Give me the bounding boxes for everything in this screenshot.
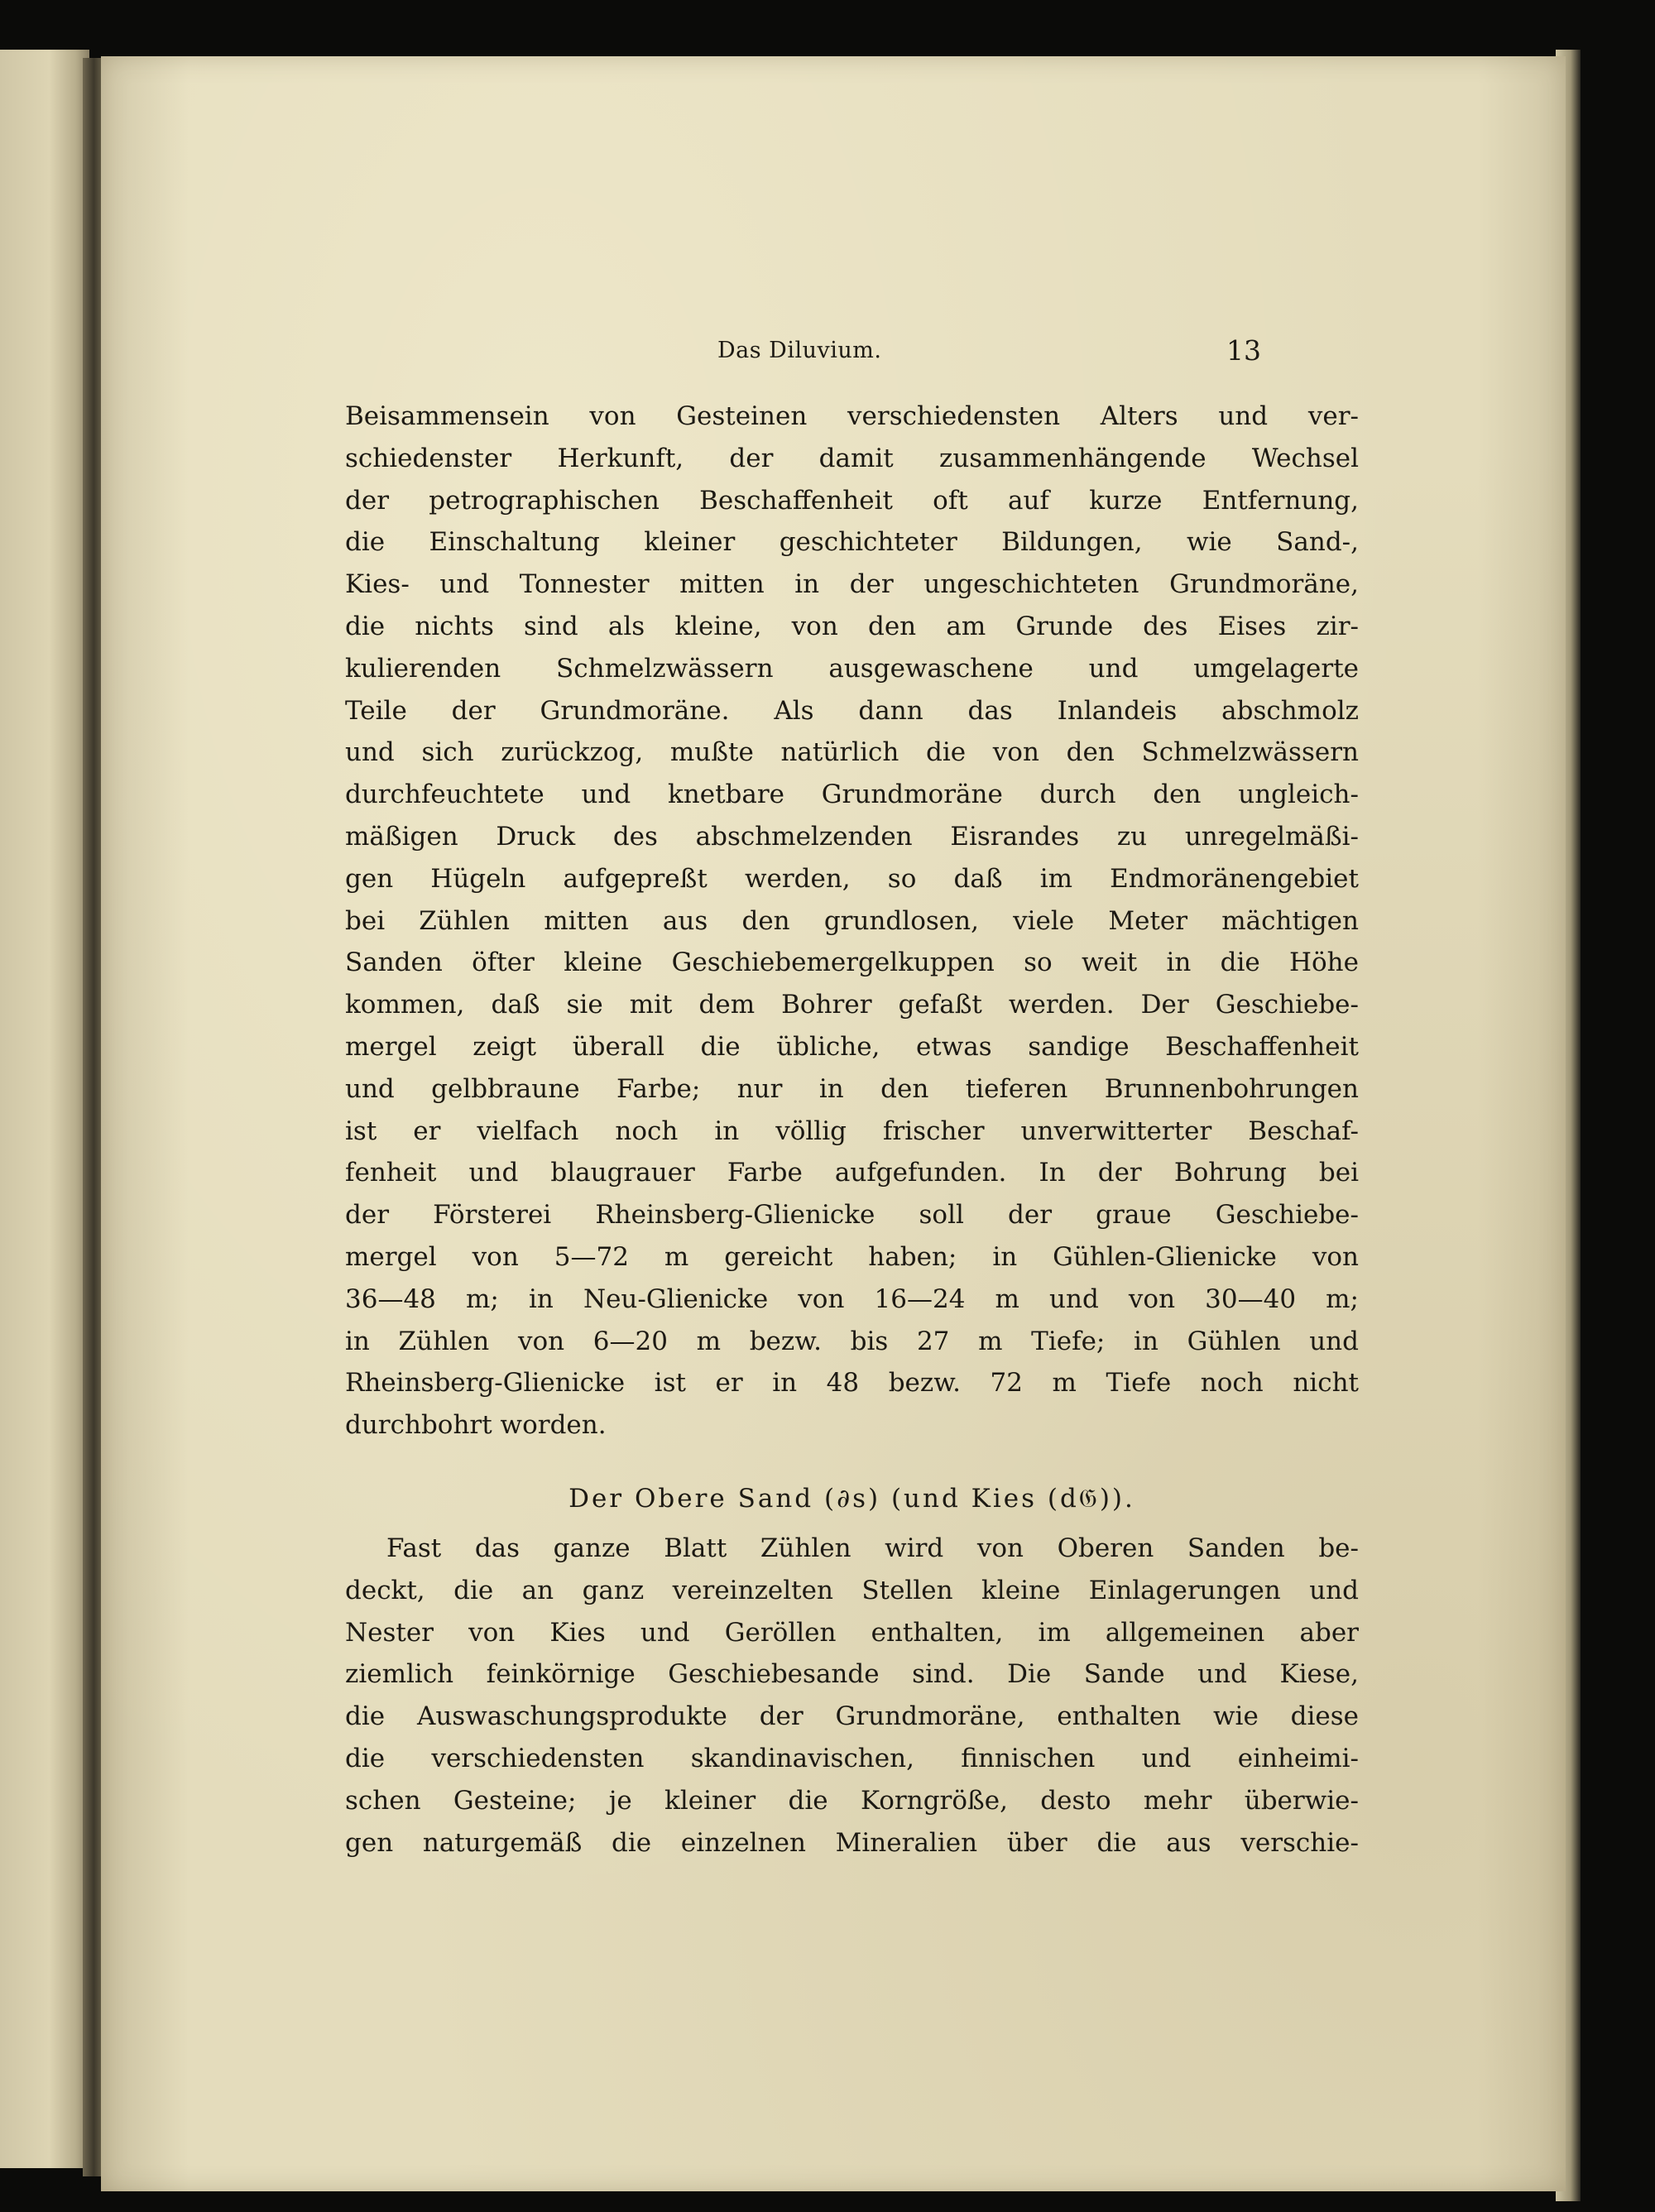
text-line: der Försterei Rheinsberg-Glienicke soll der graue Geschiebe- [345, 1200, 1359, 1231]
text-line: durchbohrt worden. [345, 1410, 607, 1441]
facing-page-edge [0, 50, 89, 2168]
text-line: die Auswaschungsprodukte der Grundmoräne, enthalten wie diese [345, 1701, 1359, 1732]
text-line: Beisammensein von Gesteinen verschiedensten Alters und ver- [345, 401, 1359, 431]
text-line: gen Hügeln aufgepreßt werden, so daß im Endmoränengebiet [345, 863, 1359, 894]
text-line: die nichts sind als kleine, von den am Grunde des Eises zir- [345, 611, 1359, 641]
page-header [101, 334, 1566, 371]
paragraph-2 [345, 1528, 1359, 1864]
paragraph-1 [345, 396, 1359, 1447]
text-line: und gelbbraune Farbe; nur in den tieferen Brunnenbohrungen [345, 1073, 1359, 1104]
text-line: die verschiedensten skandinavischen, finnischen und einheimi- [345, 1743, 1359, 1773]
text-line: schen Gesteine; je kleiner die Korngröße, desto mehr überwie- [345, 1785, 1359, 1816]
section-heading: Der Obere Sand (∂s) (und Kies (d𝔊)). [568, 1484, 1135, 1514]
book-page [101, 56, 1566, 2191]
text-line: schiedenster Herkunft, der damit zusammenhängende Wechsel [345, 443, 1359, 473]
text-line: mergel zeigt überall die übliche, etwas sandige Beschaffenheit [345, 1031, 1359, 1062]
text-line: ziemlich feinkörnige Geschiebesande sind. Die Sande und Kiese, [345, 1659, 1359, 1690]
text-line: Rheinsberg-Glienicke ist er in 48 bezw. 72 m Tiefe noch nicht [345, 1368, 1359, 1399]
running-head: Das Diluvium. [717, 338, 882, 363]
text-line: Fast das ganze Blatt Zühlen wird von Oberen Sanden be- [386, 1533, 1359, 1563]
text-line: der petrographischen Beschaffenheit oft auf kurze Entfernung, [345, 485, 1359, 516]
text-line: deckt, die an ganz vereinzelten Stellen kleine Einlagerungen und [345, 1575, 1359, 1605]
text-line: gen naturgemäß die einzelnen Mineralien über die aus verschie- [345, 1827, 1359, 1858]
text-line: Sanden öfter kleine Geschiebemergelkuppen so weit in die Höhe [345, 948, 1359, 978]
text-line: 36—48 m; in Neu-Glienicke von 16—24 m und von 30—40 m; [345, 1284, 1359, 1314]
text-line: fenheit und blaugrauer Farbe aufgefunden. In der Bohrung bei [345, 1158, 1359, 1188]
text-line: Teile der Grundmoräne. Als dann das Inlandeis abschmolz [345, 695, 1359, 726]
text-line: und sich zurückzog, mußte natürlich die von den Schmelzwässern [345, 737, 1359, 768]
text-line: ist er vielfach noch in völlig frischer unverwitterter Beschaf- [345, 1116, 1359, 1146]
text-line: kulierenden Schmelzwässern ausgewaschene und umgelagerte [345, 653, 1359, 684]
text-line: bei Zühlen mitten aus den grundlosen, viele Meter mächtigen [345, 905, 1359, 936]
text-line: mäßigen Druck des abschmelzenden Eisrandes zu unregelmäßi- [345, 821, 1359, 852]
text-line: kommen, daß sie mit dem Bohrer gefaßt werden. Der Geschiebe- [345, 990, 1359, 1020]
text-line: durchfeuchtete und knetbare Grundmoräne durch den ungleich- [345, 780, 1359, 810]
text-line: Nester von Kies und Geröllen enthalten, im allgemeinen aber [345, 1617, 1359, 1648]
text-line: die Einschaltung kleiner geschichteter Bildungen, wie Sand-, [345, 527, 1359, 558]
text-line: mergel von 5—72 m gereicht haben; in Gühlen-Glienicke von [345, 1241, 1359, 1272]
page-number: 13 [1226, 334, 1261, 367]
text-line: Kies- und Tonnester mitten in der ungeschichteten Grundmoräne, [345, 569, 1359, 600]
text-line: in Zühlen von 6—20 m bezw. bis 27 m Tiefe; in Gühlen und [345, 1326, 1359, 1356]
